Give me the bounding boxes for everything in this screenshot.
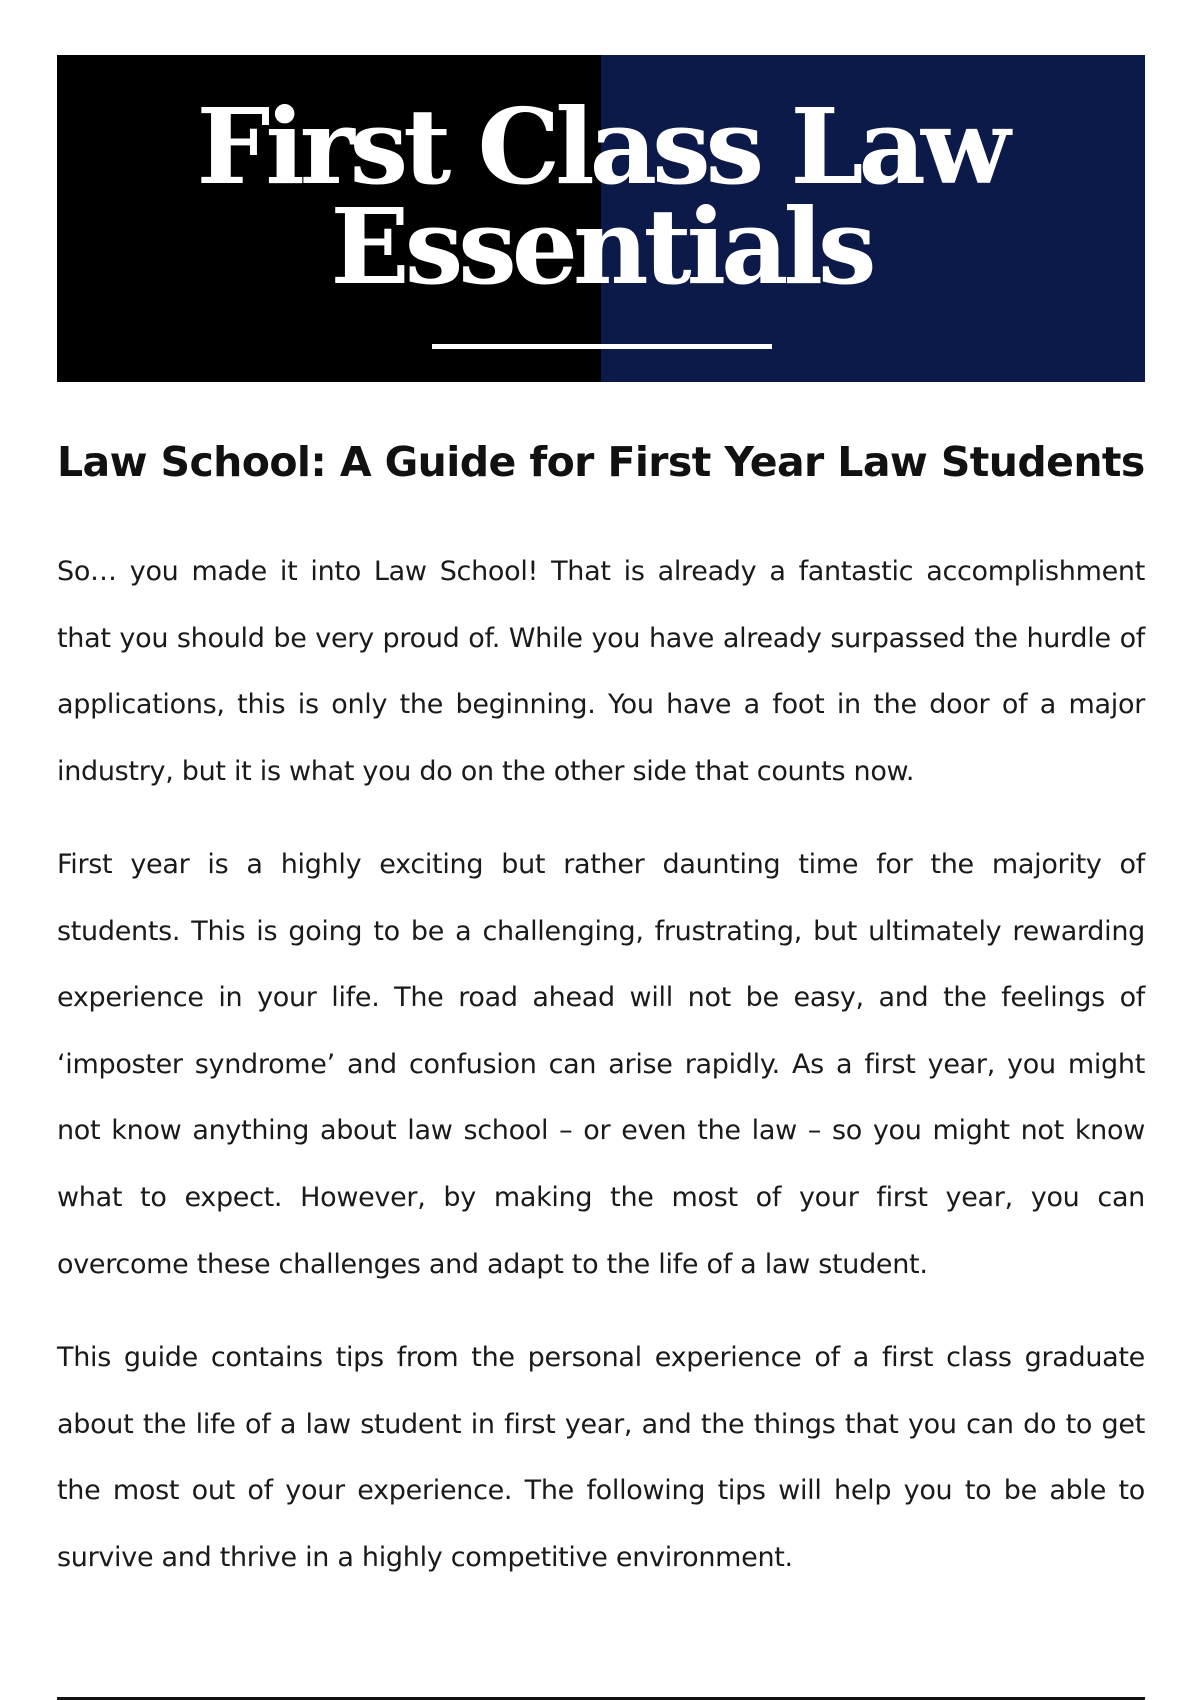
article-title: Law School: A Guide for First Year Law Students [57,438,1145,486]
article-paragraph-1: So… you made it into Law School! That is already a fantastic accomplishment that you should be very proud of. While you have already surpassed the hurdle of applications, this is only the beginning. You have a foot in the door of a major industry, but it is what you do on the other side that counts now. [57,556,1145,787]
article-paragraph-3: This guide contains tips from the personal experience of a first class graduate about the life of a law student in first year, and the things that you can do to get the most out of your experience. The following tips will help you to be able to survive and thrive in a highly competitive environment. [57,1342,1145,1573]
banner-title [57,85,1145,308]
header-banner [57,55,1145,382]
banner-underline-divider [432,344,772,349]
banner-title-line-2: Essentials [330,185,872,308]
banner-title-line-1: First Class Law [196,85,1006,208]
article-paragraph-2: First year is a highly exciting but rather daunting time for the majority of students. This is going to be a challenging, frustrating, but ultimately rewarding experience in your life. The road ahead will not be easy, and the feelings of ‘imposter syndrome’ and confusion can arise rapidly. As a first year, you might not know anything about law school – or even the law – so you might not know what to expect. However, by making the most of your first year, you can overcome these challenges and adapt to the life of a law student. [57,849,1145,1280]
